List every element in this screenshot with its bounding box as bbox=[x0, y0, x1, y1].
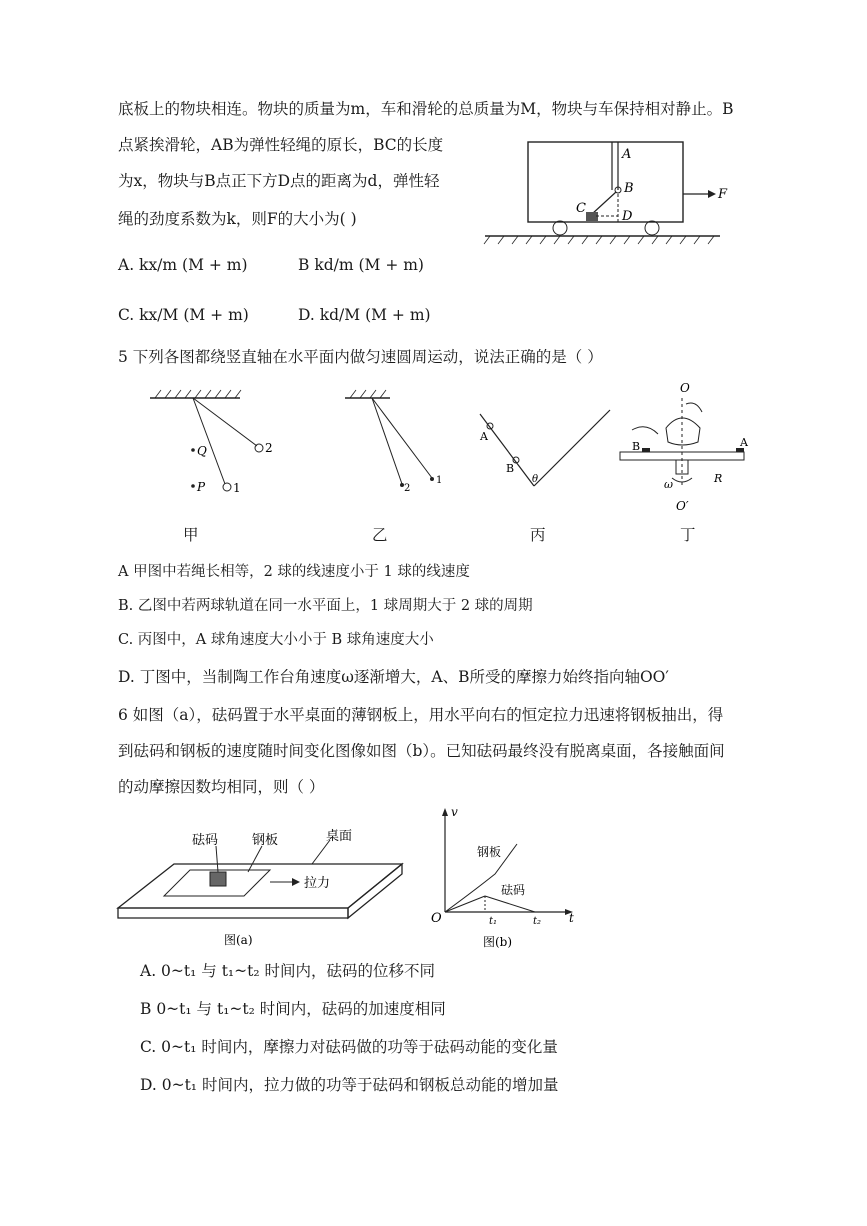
label-t1: t₁ bbox=[489, 916, 498, 927]
q5-stem: 5 下列各图都绕竖直轴在水平面内做匀速圆周运动，说法正确的是（ ） bbox=[118, 348, 603, 366]
label-t: t bbox=[569, 911, 574, 925]
q4-line2: 点紧挨滑轮，AB为弹性轻绳的原长，BC的长度 bbox=[118, 136, 444, 154]
q6-line3: 的动摩擦因数均相同，则（ ） bbox=[118, 778, 325, 796]
q6-option-d: D. 0~t₁ 时间内，拉力做的功等于砝码和钢板总动能的增加量 bbox=[140, 1076, 559, 1094]
label-A: A bbox=[480, 430, 488, 443]
label-ball-2: 2 bbox=[404, 483, 411, 494]
label-O: O bbox=[680, 381, 690, 395]
fig-b-caption: 图(b) bbox=[483, 935, 513, 949]
caption-bing: 丙 bbox=[530, 526, 546, 544]
label-p: P bbox=[197, 480, 206, 494]
label-f: F bbox=[718, 187, 728, 202]
label-plate: 钢板 bbox=[477, 845, 502, 859]
cart-figure bbox=[480, 130, 730, 250]
label-t2: t₂ bbox=[533, 916, 542, 927]
label-table: 桌面 bbox=[326, 829, 353, 844]
q4-option-c: C. kx/M (M + m) bbox=[118, 306, 249, 324]
q6-option-c: C. 0~t₁ 时间内，摩擦力对砝码做的功等于砝码动能的变化量 bbox=[140, 1038, 558, 1056]
q6-option-b: B 0~t₁ 与 t₁~t₂ 时间内，砝码的加速度相同 bbox=[140, 1000, 446, 1018]
q4-line3: 为x，物块与B点正下方D点的距离为d，弹性轻 bbox=[118, 172, 440, 190]
q5-option-d: D. 丁图中，当制陶工作台角速度ω逐渐增大，A、B所受的摩擦力始终指向轴OO′ bbox=[118, 668, 669, 686]
q4-option-b: B kd/m (M + m) bbox=[298, 256, 424, 274]
q5-option-b: B. 乙图中若两球轨道在同一水平面上，1 球周期大于 2 球的周期 bbox=[118, 598, 533, 614]
label-c: C bbox=[576, 201, 586, 216]
fig-bing bbox=[472, 400, 622, 500]
label-pull: 拉力 bbox=[304, 876, 331, 891]
caption-ding: 丁 bbox=[680, 526, 696, 544]
fig-a-caption: 图(a) bbox=[224, 933, 253, 947]
cart-body bbox=[528, 142, 683, 222]
fig-yi bbox=[340, 388, 450, 498]
label-theta: θ bbox=[532, 474, 539, 485]
q5-option-c: C. 丙图中，A 球角速度大小小于 B 球角速度大小 bbox=[118, 632, 434, 648]
q5-option-a: A 甲图中若绳长相等，2 球的线速度小于 1 球的线速度 bbox=[118, 564, 470, 580]
label-ball-2: 2 bbox=[265, 441, 273, 455]
q4-option-d: D. kd/M (M + m) bbox=[298, 306, 431, 324]
weight bbox=[210, 872, 226, 886]
label-B: B bbox=[506, 462, 515, 475]
label-a: A bbox=[622, 147, 632, 162]
label-ball-1: 1 bbox=[233, 481, 241, 495]
q6-option-a: A. 0~t₁ 与 t₁~t₂ 时间内，砝码的位移不同 bbox=[140, 962, 435, 980]
label-origin: O bbox=[431, 911, 442, 926]
weight-fall bbox=[485, 896, 535, 912]
label-q: Q bbox=[197, 444, 207, 458]
q4-option-a: A. kx/m (M + m) bbox=[118, 256, 248, 274]
fig-b-vt-graph bbox=[425, 800, 585, 950]
q4-line4: 绳的劲度系数为k，则F的大小为( ) bbox=[118, 210, 357, 228]
caption-yi: 乙 bbox=[372, 526, 388, 544]
label-B: B bbox=[632, 440, 641, 453]
weight-rise bbox=[445, 896, 485, 912]
label-b: B bbox=[624, 181, 634, 196]
label-plate: 钢板 bbox=[252, 833, 279, 848]
q6-line2: 到砝码和钢板的速度随时间变化图像如图（b）。已知砝码最终没有脱离桌面，各接触面间 bbox=[118, 742, 725, 760]
label-weight: 砝码 bbox=[501, 883, 526, 897]
label-omega: ω bbox=[664, 478, 673, 491]
label-d: D bbox=[622, 209, 633, 224]
label-ball-1: 1 bbox=[436, 475, 443, 486]
label-v: v bbox=[451, 805, 458, 819]
fig-ding bbox=[612, 378, 762, 516]
label-R: R bbox=[714, 472, 723, 485]
label-weight: 砝码 bbox=[192, 833, 219, 848]
caption-jia: 甲 bbox=[183, 526, 199, 544]
label-A: A bbox=[740, 436, 748, 449]
label-Oprime: O′ bbox=[676, 499, 689, 513]
fig-jia bbox=[145, 388, 285, 498]
q4-line1: 底板上的物块相连。物块的质量为m，车和滑轮的总质量为M，物块与车保持相对静止。B bbox=[118, 100, 734, 118]
q6-line1: 6 如图（a），砝码置于水平桌面的薄钢板上，用水平向右的恒定拉力迅速将钢板抽出，得 bbox=[118, 706, 724, 724]
fig-a-table bbox=[112, 826, 412, 956]
